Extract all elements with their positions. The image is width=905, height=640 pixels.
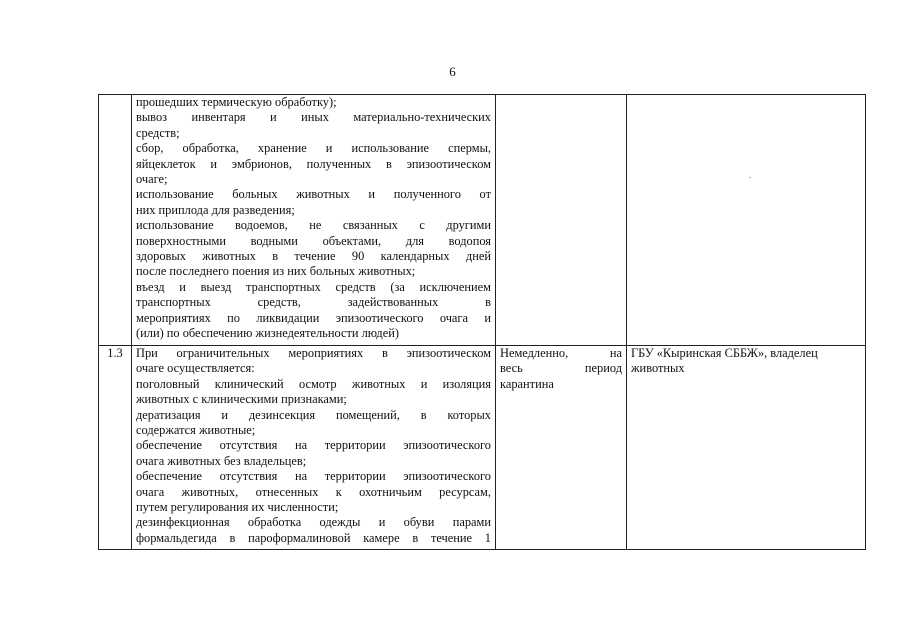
text-line: использование больных животных и полученного от	[136, 187, 491, 202]
text-line: формальдегида в пароформалиновой камере в течение 1	[136, 530, 491, 545]
text-line: средств;	[136, 125, 180, 140]
row-number: 1.3	[99, 346, 132, 550]
text-line: поверхностными водными объектами, для водопоя	[136, 233, 491, 248]
text-line: очаге;	[136, 172, 168, 187]
text-line: содержатся животные;	[136, 423, 256, 438]
scan-speck	[749, 177, 751, 178]
text-line: очага животных без владельцев;	[136, 453, 307, 468]
text-line: очаге осуществляется:	[136, 361, 255, 376]
text-line: При ограничительных мероприятиях в эпизоотическом	[136, 346, 491, 360]
measure-cell	[132, 346, 496, 550]
text-line: поголовный клинический осмотр животных и изоляция	[136, 376, 491, 391]
text-line: весь период	[500, 361, 622, 376]
term-cell	[496, 95, 627, 346]
measure-text	[136, 95, 491, 342]
text-line: транспортных средств, задействованных в	[136, 295, 491, 310]
page-number: 6	[449, 64, 456, 79]
measure-cell	[132, 95, 496, 346]
text-line: использование водоемов, не связанных с другими	[136, 218, 491, 233]
text-line: после последнего поения из них больных животных;	[136, 264, 416, 279]
text-line: (или) по обеспечению жизнедеятельности людей)	[136, 326, 399, 341]
text-line: мероприятиях по ликвидации эпизоотического очага и	[136, 310, 491, 325]
text-line: Немедленно, на	[500, 346, 622, 360]
row-number	[99, 95, 132, 346]
measure-text	[136, 346, 491, 546]
text-line: прошедших термическую обработку);	[136, 95, 337, 109]
text-line: здоровых животных в течение 90 календарных дней	[136, 249, 491, 264]
text-line: них приплода для разведения;	[136, 202, 295, 217]
table-row	[99, 346, 866, 550]
text-line: дезинфекционная обработка одежды и обуви парами	[136, 515, 491, 530]
term-cell	[496, 346, 627, 550]
text-line: обеспечение отсутствия на территории эпизоотического	[136, 469, 491, 484]
text-line: дератизация и дезинсекция помещений, в которых	[136, 407, 491, 422]
text-line: вывоз инвентаря и иных материально-технических	[136, 110, 491, 125]
responsible-cell: ГБУ «Кыринская СББЖ», владелец животных	[627, 346, 866, 550]
text-line: карантина	[500, 376, 554, 391]
responsible-cell	[627, 95, 866, 346]
text-line: путем регулирования их численности;	[136, 500, 339, 515]
text-line: животных с клиническими признаками;	[136, 392, 347, 407]
table-row	[99, 95, 866, 346]
text-line: сбор, обработка, хранение и использование спермы,	[136, 141, 491, 156]
text-line: очага животных, отнесенных к охотничьим ресурсам,	[136, 484, 491, 499]
text-line: обеспечение отсутствия на территории эпизоотического	[136, 438, 491, 453]
measures-table	[98, 94, 866, 550]
text-line: въезд и выезд транспортных средств (за исключением	[136, 279, 491, 294]
text-line: яйцеклеток и эмбрионов, полученных в эпизоотическом	[136, 156, 491, 171]
term-text	[500, 346, 622, 392]
